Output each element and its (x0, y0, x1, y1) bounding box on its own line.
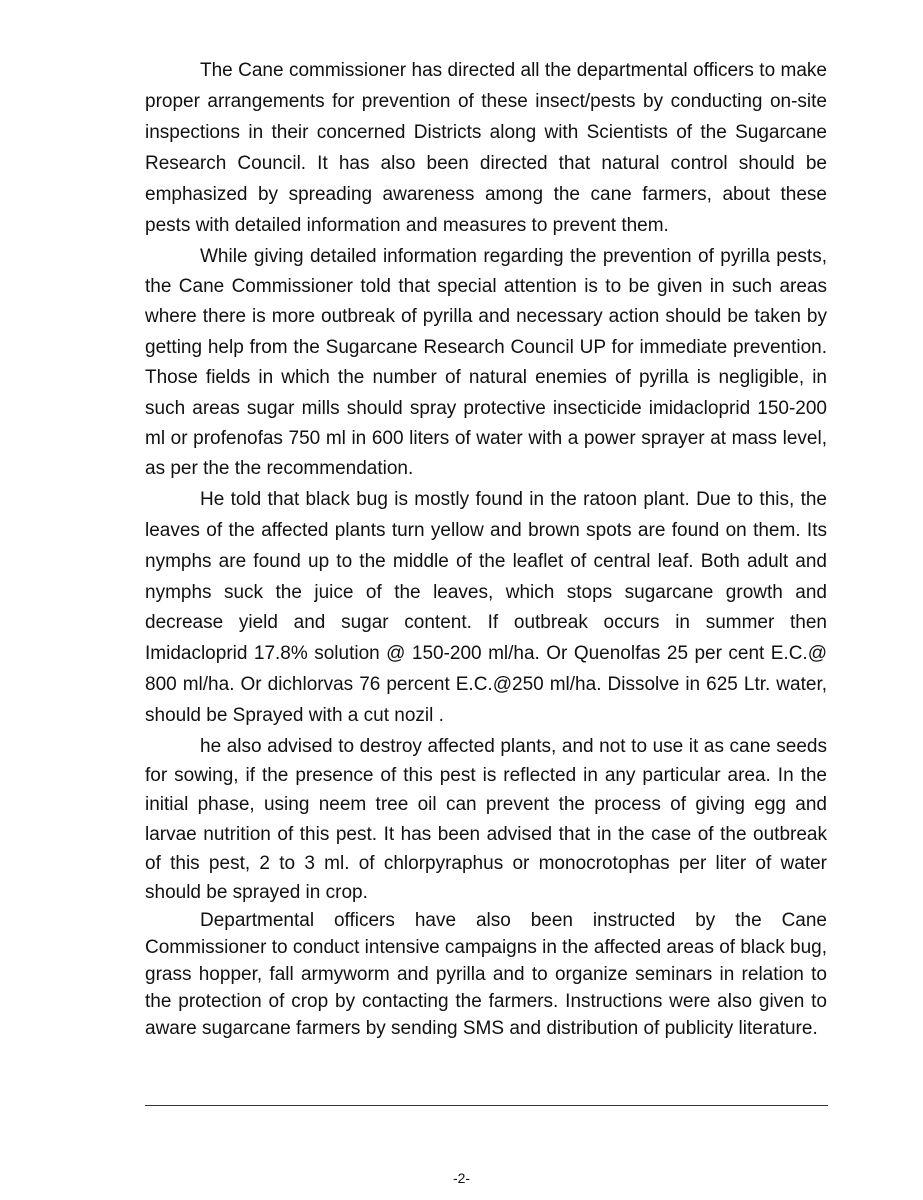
paragraph-pyrilla-prevention: While giving detailed information regarding the prevention of pyrilla pests, the Cane Commissioner told that special attention is to be given in such areas where there is more outbreak of pyrilla and necessary action should be taken by getting help from the Sugarcane Research Council UP for immediate prevention. Those fields in which the number of natural enemies of pyrilla is negligible, in such areas sugar mills should spray protective insecticide imidacloprid 150-200 ml or profenofas 750 ml in 600 liters of water with a power sprayer at mass level, as per the the recommendation. (145, 245, 827, 480)
footer-divider (145, 1105, 828, 1106)
paragraph-directive: The Cane commissioner has directed all the departmental officers to make proper arrangements for prevention of these insect/pests by conducting on-site inspections in their concerned Districts along with Scientists of the Sugarcane Research Council. It has also been directed that natural control should be emphasized by spreading awareness among the cane farmers, about these pests with detailed information and measures to prevent them. (145, 60, 827, 237)
document-body (145, 55, 827, 1042)
paragraph-campaigns: Departmental officers have also been instructed by the Cane Commissioner to conduct intensive campaigns in the affected areas of black bug, grass hopper, fall armyworm and pyrilla and to organize seminars in relation to the protection of crop by contacting the farmers. Instructions were also given to aware sugarcane farmers by sending SMS and distribution of publicity literature. (145, 910, 827, 1040)
paragraph-pest-advice: he also advised to destroy affected plants, and not to use it as cane seeds for sowing, if the presence of this pest is reflected in any particular area. In the initial phase, using neem tree oil can prevent the process of giving egg and larvae nutrition of this pest. It has been advised that in the case of the outbreak of this pest, 2 to 3 ml. of chlorpyraphus or monocrotophas per liter of water should be sprayed in crop. (145, 736, 827, 904)
page-number: -2- (452, 1170, 471, 1186)
paragraph-black-bug: He told that black bug is mostly found in the ratoon plant. Due to this, the leaves of the affected plants turn yellow and brown spots are found on them. Its nymphs are found up to the middle of the leaflet of central leaf. Both adult and nymphs suck the juice of the leaves, which stops sugarcane growth and decrease yield and sugar content. If outbreak occurs in summer then Imidacloprid 17.8% solution @ 150-200 ml/ha. Or Quenolfas 25 per cent E.C.@ 800 ml/ha. Or dichlorvas 76 percent E.C.@250 ml/ha. Dissolve in 625 Ltr. water, should be Sprayed with a cut nozil . (145, 488, 827, 727)
